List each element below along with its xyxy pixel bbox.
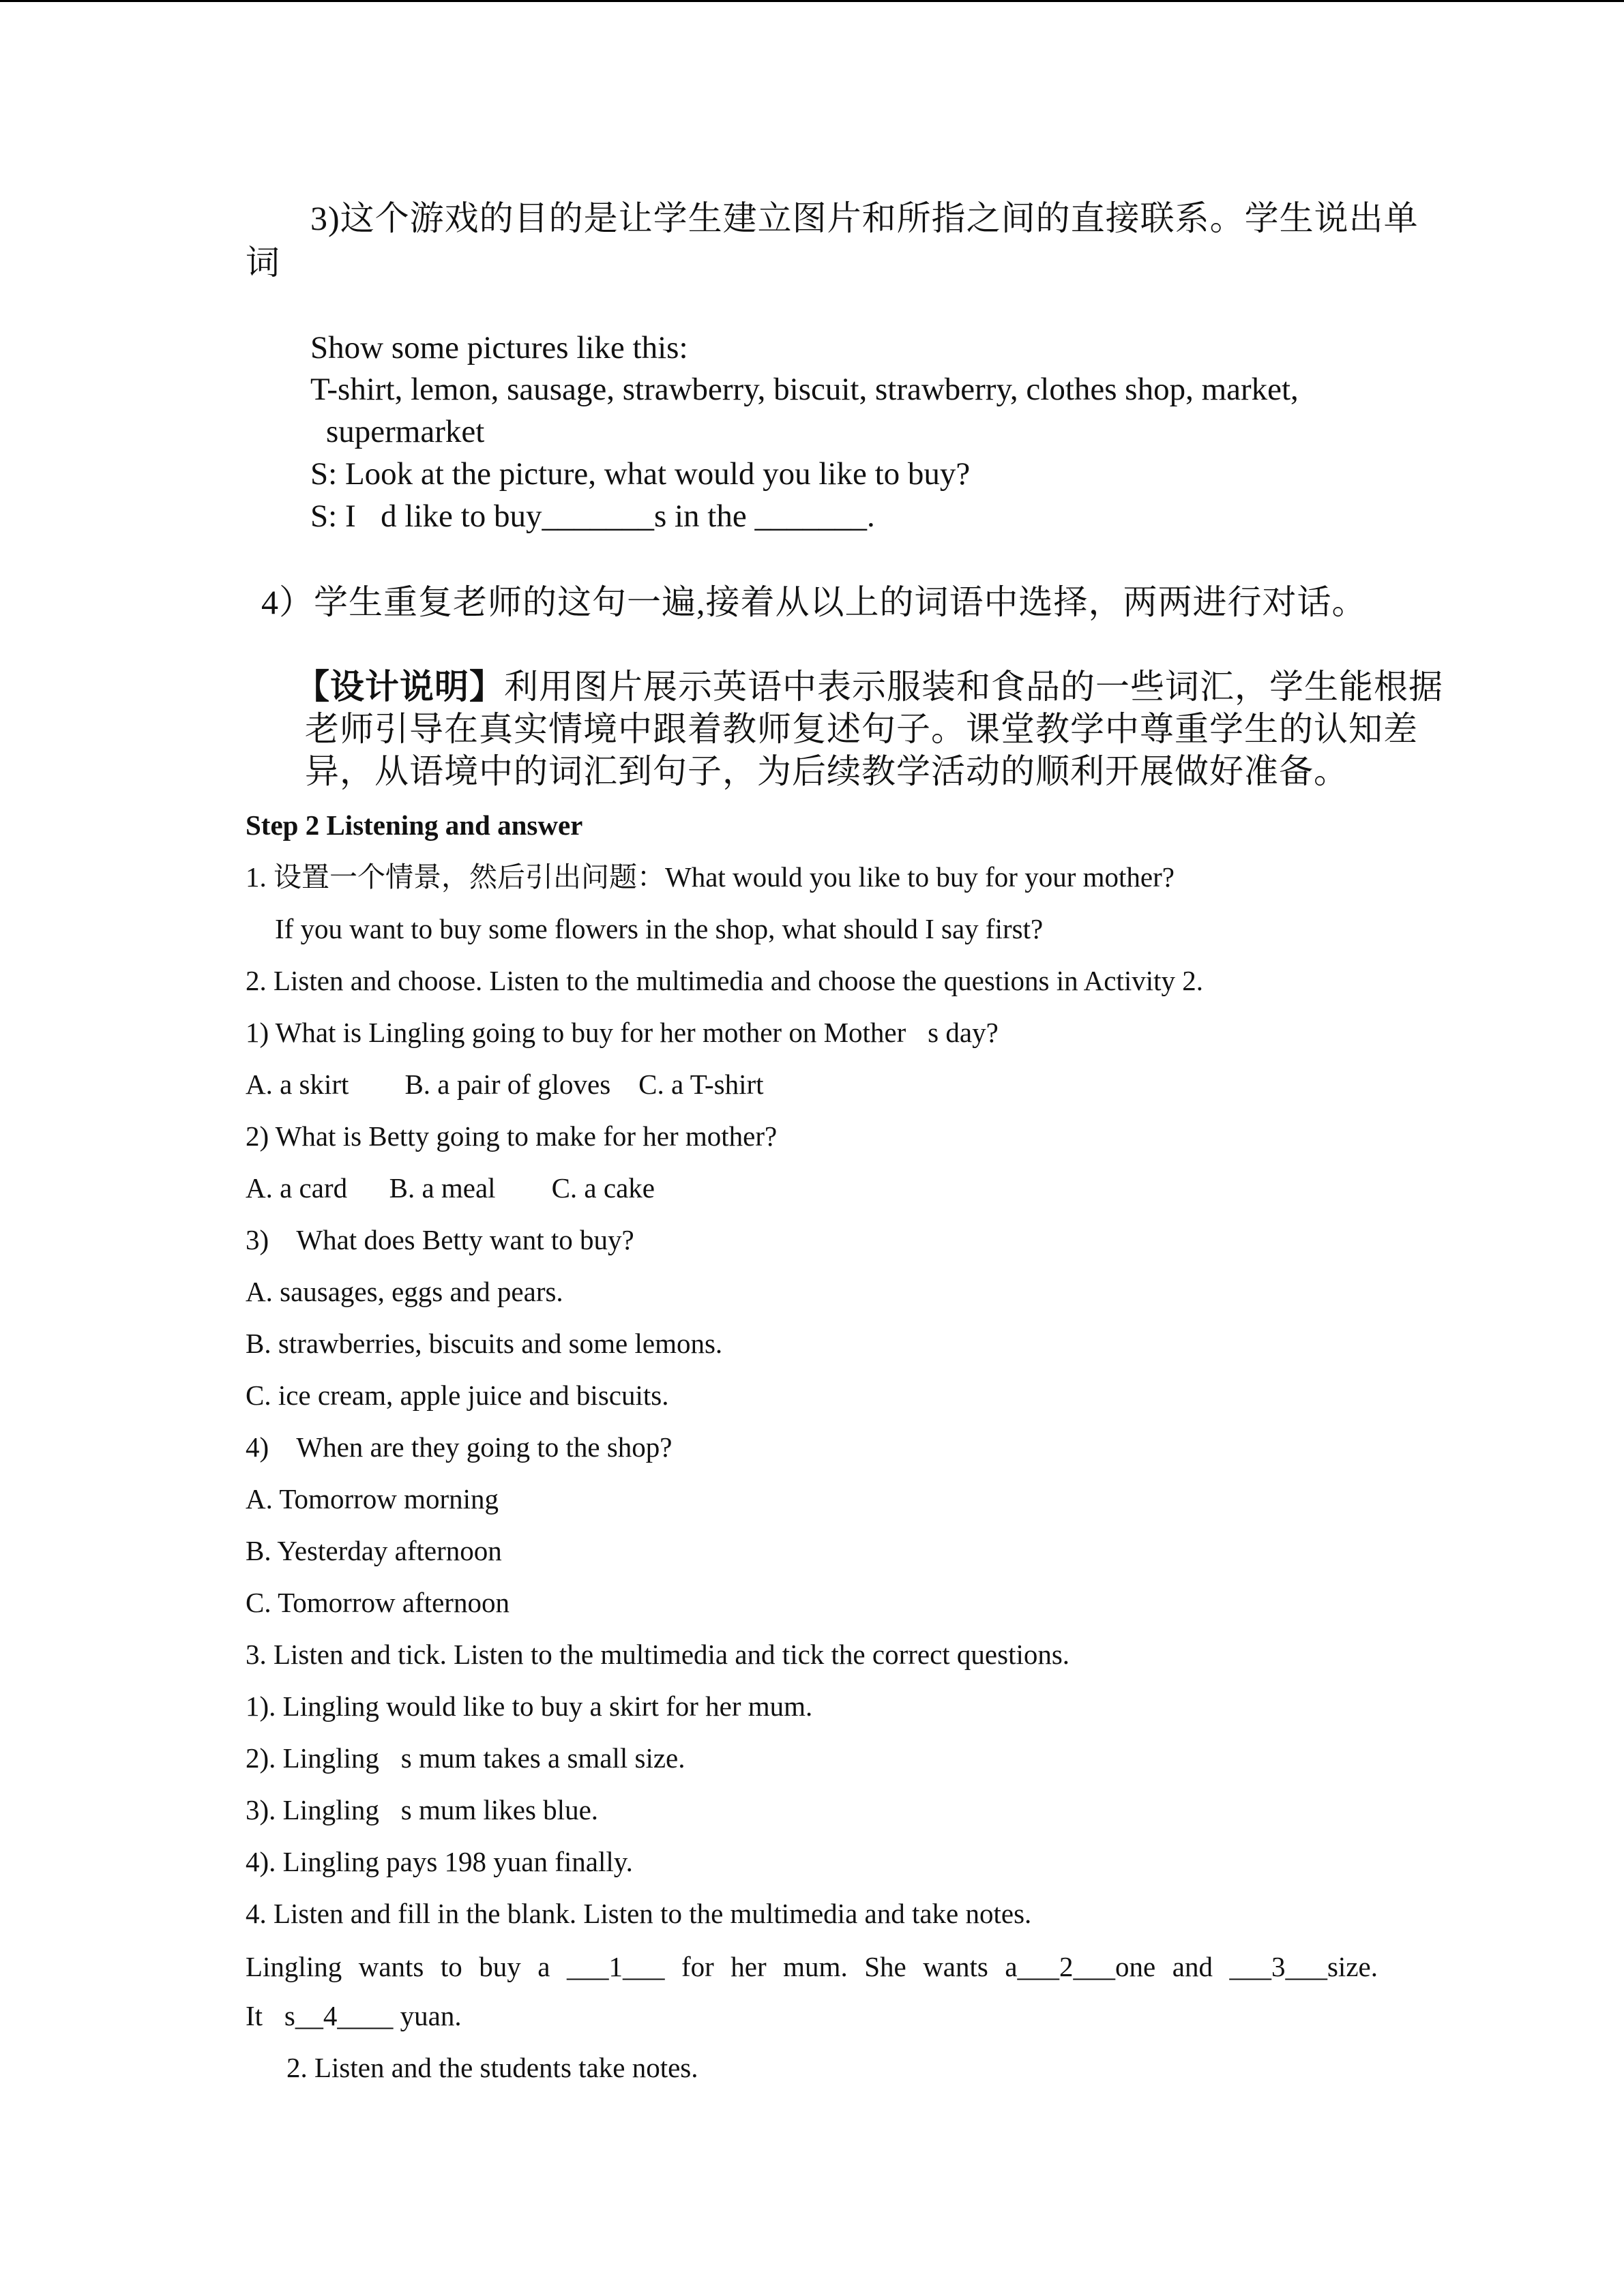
fill-blank-3: ___3___size. [1229, 1951, 1378, 1982]
tick-statement-1: 1). Lingling would like to buy a skirt for her mum. [246, 1690, 813, 1722]
final-note: 2. Listen and the students take notes. [286, 2052, 698, 2083]
step2-item1-line2: If you want to buy some flowers in the shop, what should I say first? [275, 913, 1044, 944]
question-3-option-c: C. ice cream, apple juice and biscuits. [246, 1380, 669, 1411]
design-note-label: 【设计说明】 [295, 668, 504, 706]
instruction-3-line1: 3)这个游戏的目的是让学生建立图片和所指之间的直接联系。学生说出单 [310, 199, 1419, 237]
tick-statement-2: 2). Lingling s mum takes a small size. [246, 1742, 685, 1774]
instruction-4: 4）学生重复老师的这句一遍,接着从以上的词语中选择，两两进行对话。 [261, 583, 1367, 621]
word-list-line2: supermarket [326, 414, 485, 449]
question-1: 1) What is Lingling going to buy for her mother on Mother s day? [246, 1017, 999, 1048]
show-pictures-line: Show some pictures like this: [310, 330, 688, 366]
question-3-option-a: A. sausages, eggs and pears. [246, 1276, 563, 1307]
step2-item4: 4. Listen and fill in the blank. Listen to the multimedia and take notes. [246, 1898, 1032, 1929]
tick-statement-4: 4). Lingling pays 198 yuan finally. [246, 1846, 633, 1877]
question-3: 3) What does Betty want to buy? [246, 1224, 634, 1255]
word-list-line1: T-shirt, lemon, sausage, strawberry, biscuit, strawberry, clothes shop, market, [310, 372, 1299, 407]
dialogue-question: S: Look at the picture, what would you like to buy? [310, 456, 971, 492]
instruction-3-line2: 词 [246, 243, 280, 282]
question-1-options: A. a skirt B. a pair of gloves C. a T-shirt [246, 1069, 764, 1100]
tick-statement-3: 3). Lingling s mum likes blue. [246, 1794, 599, 1825]
step2-item3: 3. Listen and tick. Listen to the multimedia and tick the correct questions. [246, 1639, 1070, 1670]
question-2: 2) What is Betty going to make for her mother? [246, 1120, 778, 1152]
fill-word: Lingling [246, 1951, 342, 1982]
question-4-option-b: B. Yesterday afternoon [246, 1535, 502, 1566]
design-note-line2: 老师引导在真实情境中跟着教师复述句子。课堂教学中尊重学生的认知差 [305, 710, 1418, 748]
fill-word: her [730, 1951, 767, 1982]
step2-item2: 2. Listen and choose. Listen to the multimedia and choose the questions in Activity 2. [246, 965, 1204, 996]
question-3-option-b: B. strawberries, biscuits and some lemons. [246, 1328, 723, 1359]
step2-heading: Step 2 Listening and answer [246, 809, 583, 841]
question-4-option-c: C. Tomorrow afternoon [246, 1587, 510, 1618]
question-4-option-a: A. Tomorrow morning [246, 1483, 499, 1515]
fill-blank-line2: It s__4____ yuan. [246, 2000, 462, 2031]
fill-word: She [864, 1951, 906, 1982]
page-top-border [0, 0, 1624, 2]
fill-word: a [537, 1951, 550, 1982]
question-4: 4) When are they going to the shop? [246, 1431, 673, 1463]
fill-word: wants [358, 1951, 424, 1982]
step2-item1-line1: 1. 设置一个情景，然后引出问题：What would you like to buy for your mother? [246, 861, 1175, 893]
dialogue-answer: S: I d like to buy_______s in the _______. [310, 498, 875, 534]
fill-word: and [1172, 1951, 1213, 1982]
fill-blank-line1 [246, 1950, 1378, 1983]
fill-word: mum. [783, 1951, 848, 1982]
fill-word: wants [923, 1951, 988, 1982]
fill-blank-1: ___1___ [566, 1951, 665, 1982]
fill-blank-2: a___2___one [1005, 1951, 1156, 1982]
design-note-line3: 异，从语境中的词汇到句子，为后续教学活动的顺利开展做好准备。 [305, 752, 1348, 790]
fill-word: buy [479, 1951, 521, 1982]
question-2-options: A. a card B. a meal C. a cake [246, 1172, 655, 1204]
fill-word: to [440, 1951, 462, 1982]
design-note-text1: 利用图片展示英语中表示服装和食品的一些词汇，学生能根据 [504, 668, 1443, 706]
design-note-line1 [295, 670, 1443, 704]
fill-word: for [681, 1951, 714, 1982]
